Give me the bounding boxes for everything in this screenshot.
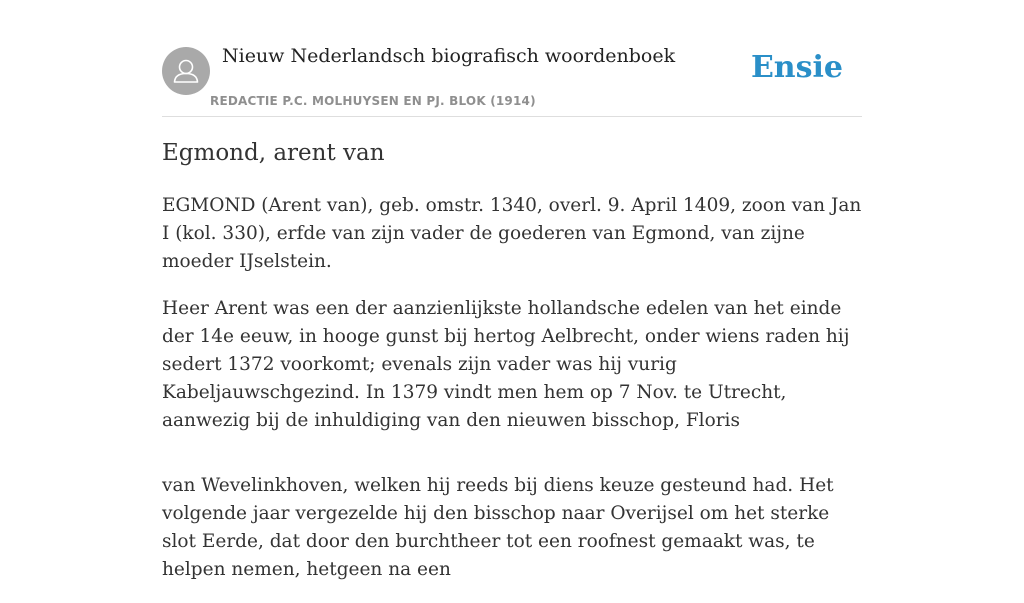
brand-logo[interactable]: Ensie xyxy=(750,50,843,85)
entry-body xyxy=(162,192,862,603)
user-icon[interactable] xyxy=(162,47,210,95)
paragraph: EGMOND (Arent van), geb. omstr. 1340, overl. 9. April 1409, zoon van Jan I (kol. 330), erfde van zijn vader de goederen van Egmond, van zijne moeder IJselstein. xyxy=(162,195,862,272)
page xyxy=(162,0,862,580)
book-title[interactable]: Nieuw Nederlandsch biografisch woordenboek xyxy=(222,45,676,67)
paragraph: Heer Arent was een der aanzienlijkste hollandsche edelen van het einde der 14e eeuw, in hooge gunst bij hertog Aelbrecht, onder wiens raden hij sedert 1372 voorkomt; evenals zijn vader was hij vurig Kabeljauwschgezind. In 1379 vindt men hem op 7 Nov. te Utrecht, aanwezig bij de inhuldiging van den nieuwen bisschop, Floris xyxy=(162,298,850,431)
entry-title: Egmond, arent van xyxy=(162,140,385,166)
editors-line: REDACTIE P.C. MOLHUYSEN EN PJ. BLOK (1914) xyxy=(210,94,536,108)
paragraph: van Wevelinkhoven, welken hij reeds bij diens keuze gesteund had. Het volgende jaar vergezelde hij den bisschop naar Overijsel om het sterke slot Eerde, dat door den burchtheer tot een roofnest gemaakt was, te helpen nemen, hetgeen na een xyxy=(162,475,834,580)
header xyxy=(162,0,862,117)
